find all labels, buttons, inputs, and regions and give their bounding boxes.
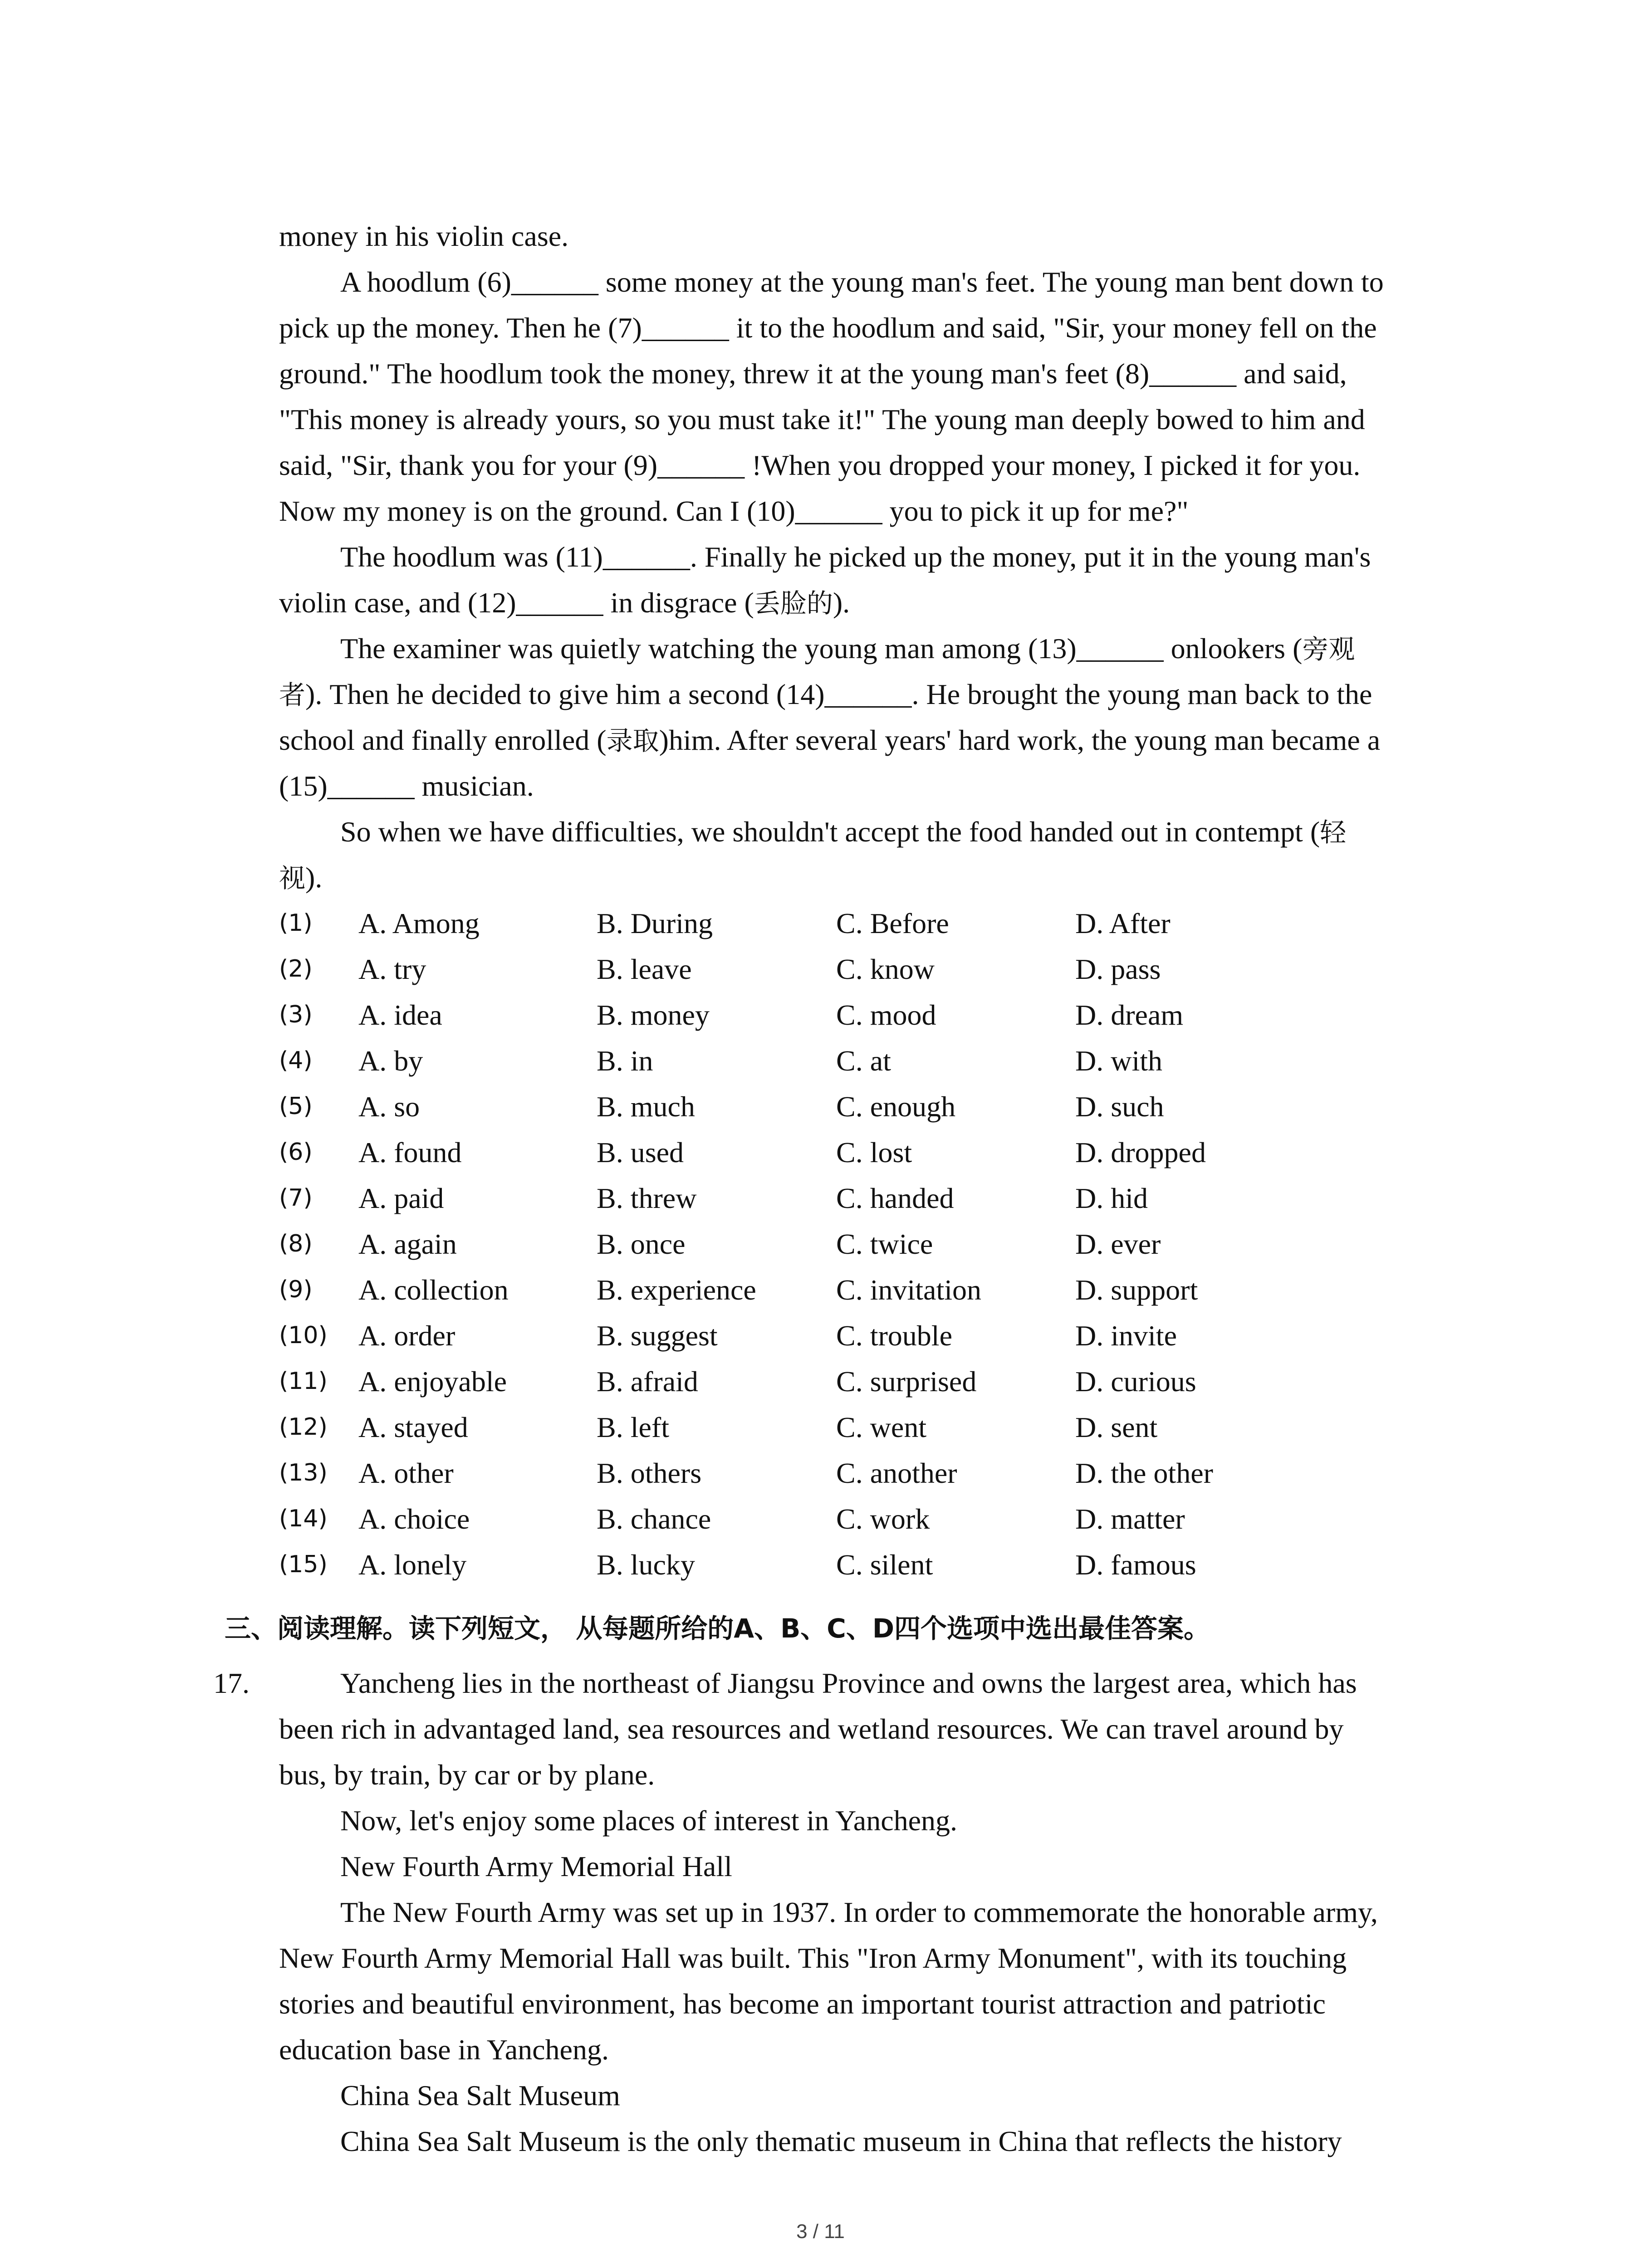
question-number: (2) xyxy=(279,955,313,982)
option-b[interactable]: B. much xyxy=(597,1090,695,1123)
option-d[interactable]: D. with xyxy=(1075,1045,1162,1077)
option-a[interactable]: A. choice xyxy=(358,1503,470,1535)
option-c[interactable]: C. went xyxy=(836,1411,927,1443)
text-run: violin case, and (12)______ in disgrace ( xyxy=(279,587,754,619)
question-number: (9) xyxy=(279,1276,313,1303)
subheading: New Fourth Army Memorial Hall xyxy=(340,1850,732,1882)
question-number: (13) xyxy=(279,1459,328,1486)
option-a[interactable]: A. lonely xyxy=(358,1549,467,1581)
text-run: school and finally enrolled ( xyxy=(279,724,607,756)
option-d[interactable]: D. such xyxy=(1075,1090,1164,1123)
question-number: (5) xyxy=(279,1093,313,1120)
passage-line: been rich in advantaged land, sea resources and wetland resources. We can travel around by xyxy=(279,1713,1344,1745)
passage-line xyxy=(340,809,1511,855)
option-a[interactable]: A. enjoyable xyxy=(358,1365,507,1398)
passage-line: The hoodlum was (11)______. Finally he picked up the money, put it in the young man's xyxy=(340,541,1371,573)
text-run: ). xyxy=(305,861,323,894)
question-number: (4) xyxy=(279,1047,313,1074)
option-b[interactable]: B. During xyxy=(597,907,713,939)
chinese-gloss: 旁观 xyxy=(1302,634,1355,665)
chinese-gloss: 丢脸的 xyxy=(754,588,833,619)
section-heading: 三、阅读理解。读下列短文， 从每题所给的A、B、C、D四个选项中选出最佳答案。 xyxy=(225,1613,1210,1644)
option-row xyxy=(279,1084,1450,1129)
option-c[interactable]: C. surprised xyxy=(836,1365,977,1398)
passage-line: Now my money is on the ground. Can I (10)______ you to pick it up for me?" xyxy=(279,495,1189,527)
option-a[interactable]: A. by xyxy=(358,1045,423,1077)
option-b[interactable]: B. suggest xyxy=(597,1320,718,1352)
question-number: (8) xyxy=(279,1230,313,1257)
option-c[interactable]: C. work xyxy=(836,1503,930,1535)
option-a[interactable]: A. again xyxy=(358,1228,457,1260)
option-c[interactable]: C. lost xyxy=(836,1136,912,1168)
option-d[interactable]: D. dropped xyxy=(1075,1136,1206,1168)
chinese-gloss: 录取 xyxy=(606,725,659,756)
question-number: (10) xyxy=(279,1322,328,1349)
option-d[interactable]: D. dream xyxy=(1075,999,1184,1031)
chinese-gloss: 者 xyxy=(279,679,306,710)
passage-line: "This money is already yours, so you must take it!" The young man deeply bowed to him and xyxy=(279,403,1365,435)
option-b[interactable]: B. money xyxy=(597,999,710,1031)
option-b[interactable]: B. experience xyxy=(597,1274,756,1306)
option-row xyxy=(279,946,1450,992)
option-b[interactable]: B. once xyxy=(597,1228,686,1260)
option-b[interactable]: B. leave xyxy=(597,953,692,985)
option-c[interactable]: C. another xyxy=(836,1457,957,1489)
text-run: ). xyxy=(833,587,850,619)
option-row xyxy=(279,1129,1450,1175)
text-run: The examiner was quietly watching the young man among (13)______ onlookers ( xyxy=(340,632,1303,665)
option-c[interactable]: C. at xyxy=(836,1045,891,1077)
option-d[interactable]: D. sent xyxy=(1075,1411,1158,1443)
chinese-gloss: 视 xyxy=(279,863,306,894)
option-d[interactable]: D. pass xyxy=(1075,953,1161,985)
option-a[interactable]: A. so xyxy=(358,1090,420,1123)
option-b[interactable]: B. left xyxy=(597,1411,669,1443)
option-b[interactable]: B. threw xyxy=(597,1182,697,1214)
option-row xyxy=(279,1267,1450,1313)
question-number: (11) xyxy=(279,1368,328,1395)
passage-line xyxy=(279,671,1450,718)
passage-line: pick up the money. Then he (7)______ it to the hoodlum and said, "Sir, your money fell on the xyxy=(279,312,1377,344)
option-a[interactable]: A. idea xyxy=(358,999,442,1031)
option-d[interactable]: D. matter xyxy=(1075,1503,1185,1535)
option-b[interactable]: B. chance xyxy=(597,1503,711,1535)
question-number: (7) xyxy=(279,1184,313,1212)
option-c[interactable]: C. handed xyxy=(836,1182,954,1214)
passage-line: A hoodlum (6)______ some money at the young man's feet. The young man bent down to xyxy=(340,266,1384,298)
passage-line: said, "Sir, thank you for your (9)______ !When you dropped your money, I picked it for you. xyxy=(279,449,1361,481)
option-a[interactable]: A. Among xyxy=(358,907,480,939)
option-b[interactable]: B. others xyxy=(597,1457,702,1489)
option-d[interactable]: D. ever xyxy=(1075,1228,1161,1260)
option-row xyxy=(279,1450,1450,1496)
chinese-gloss: 轻 xyxy=(1320,817,1347,848)
option-row xyxy=(279,1175,1450,1221)
text-run: So when we have difficulties, we shouldn't accept the food handed out in contempt ( xyxy=(340,816,1320,848)
option-b[interactable]: B. in xyxy=(597,1045,653,1077)
option-b[interactable]: B. used xyxy=(597,1136,684,1168)
option-d[interactable]: D. support xyxy=(1075,1274,1198,1306)
option-a[interactable]: A. stayed xyxy=(358,1411,468,1443)
option-c[interactable]: C. know xyxy=(836,953,935,985)
option-row xyxy=(279,1221,1450,1267)
text-run: ). Then he decided to give him a second (14)______. He brought the young man back to the xyxy=(305,678,1372,710)
option-a[interactable]: A. order xyxy=(358,1320,456,1352)
passage-line: stories and beautiful environment, has become an important tourist attraction and patriotic xyxy=(279,1988,1326,2020)
passage-line: Yancheng lies in the northeast of Jiangsu Province and owns the largest area, which has xyxy=(340,1667,1357,1699)
passage-line: Now, let's enjoy some places of interest in Yancheng. xyxy=(340,1804,957,1837)
option-a[interactable]: A. try xyxy=(358,953,426,985)
option-a[interactable]: A. collection xyxy=(358,1274,509,1306)
option-row xyxy=(279,1038,1450,1084)
option-c[interactable]: C. mood xyxy=(836,999,936,1031)
option-d[interactable]: D. curious xyxy=(1075,1365,1196,1398)
passage-line xyxy=(279,580,1450,626)
option-row xyxy=(279,1359,1450,1404)
question-number: (6) xyxy=(279,1139,313,1166)
passage-line: China Sea Salt Museum is the only thematic museum in China that reflects the history xyxy=(340,2125,1342,2157)
option-c[interactable]: C. silent xyxy=(836,1549,933,1581)
option-c[interactable]: C. Before xyxy=(836,907,949,939)
option-d[interactable]: D. the other xyxy=(1075,1457,1213,1489)
passage-line xyxy=(340,626,1511,672)
option-c[interactable]: C. twice xyxy=(836,1228,933,1260)
option-row xyxy=(279,1404,1450,1450)
passage-line: ground." The hoodlum took the money, threw it at the young man's feet (8)______ and said, xyxy=(279,357,1347,390)
option-a[interactable]: A. found xyxy=(358,1136,462,1168)
question-number: (1) xyxy=(279,909,313,937)
passage-line: money in his violin case. xyxy=(279,220,569,252)
passage-line xyxy=(279,855,1450,901)
option-row xyxy=(279,992,1450,1038)
passage-line: education base in Yancheng. xyxy=(279,2033,609,2066)
question-number: 17. xyxy=(213,1667,250,1699)
question-number: (3) xyxy=(279,1001,313,1028)
option-d[interactable]: D. invite xyxy=(1075,1320,1177,1352)
text-run: )him. After several years' hard work, the young man became a xyxy=(659,724,1381,756)
question-number: (12) xyxy=(279,1413,328,1441)
option-c[interactable]: C. invitation xyxy=(836,1274,981,1306)
passage-line: New Fourth Army Memorial Hall was built. This "Iron Army Monument", with its touching xyxy=(279,1942,1347,1974)
option-b[interactable]: B. afraid xyxy=(597,1365,698,1398)
option-row xyxy=(279,900,1450,946)
passage-line: bus, by train, by car or by plane. xyxy=(279,1759,655,1791)
option-b[interactable]: B. lucky xyxy=(597,1549,695,1581)
option-row xyxy=(279,1496,1450,1542)
passage-line: (15)______ musician. xyxy=(279,770,534,802)
question-number: (14) xyxy=(279,1505,328,1532)
page-number: 3 / 11 xyxy=(796,2220,845,2243)
subheading: China Sea Salt Museum xyxy=(340,2079,620,2112)
option-d[interactable]: D. famous xyxy=(1075,1549,1196,1581)
passage-line xyxy=(279,717,1450,764)
option-d[interactable]: D. hid xyxy=(1075,1182,1148,1214)
option-a[interactable]: A. other xyxy=(358,1457,454,1489)
option-a[interactable]: A. paid xyxy=(358,1182,444,1214)
passage-line: The New Fourth Army was set up in 1937. In order to commemorate the honorable army, xyxy=(340,1896,1378,1928)
option-row xyxy=(279,1313,1450,1359)
option-d[interactable]: D. After xyxy=(1075,907,1171,939)
option-row xyxy=(279,1542,1450,1588)
option-c[interactable]: C. enough xyxy=(836,1090,956,1123)
option-c[interactable]: C. trouble xyxy=(836,1320,952,1352)
question-number: (15) xyxy=(279,1551,328,1578)
